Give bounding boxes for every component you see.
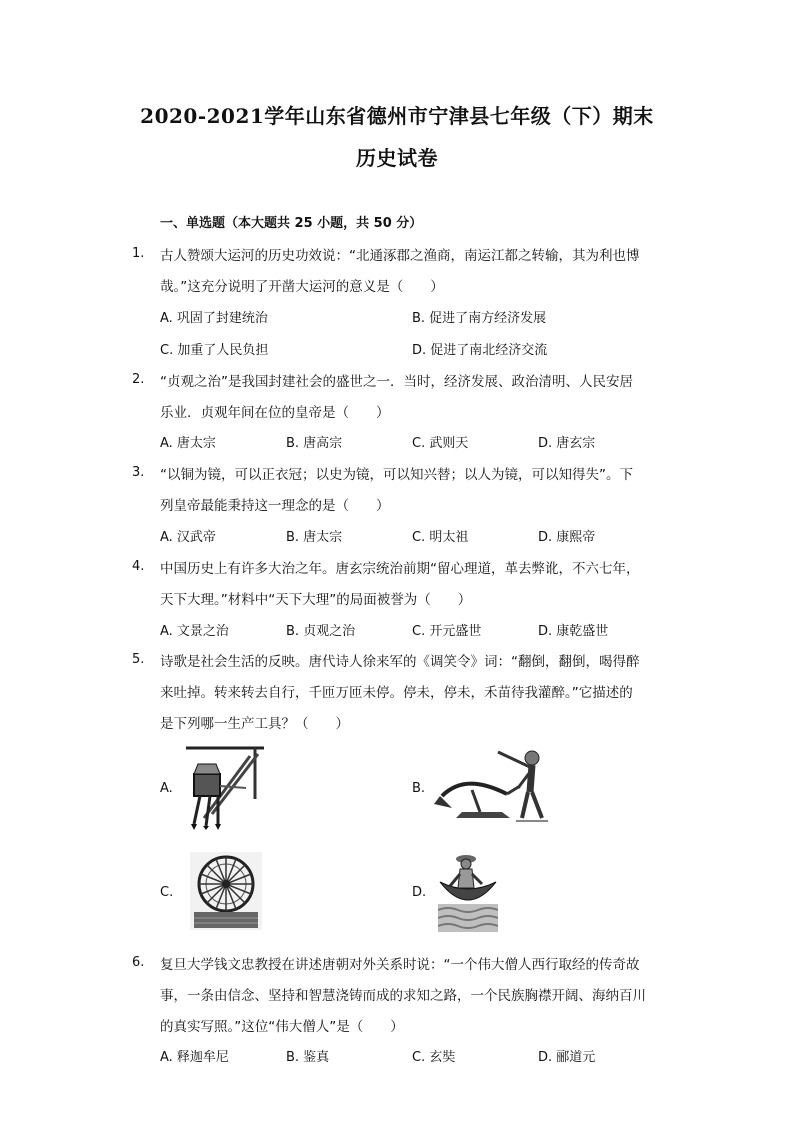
option-a[interactable]: A. 释迦牟尼	[160, 1050, 229, 1065]
option-b[interactable]: B. 鉴真	[286, 1050, 330, 1065]
question-text-line: 乐业．贞观年间在位的皇帝是（ ）	[160, 405, 390, 421]
option-d[interactable]: D. 唐玄宗	[538, 436, 596, 451]
question-text-line: 古人赞颂大运河的历史功效说：“北通涿郡之渔商，南运江都之转输，其为利也博	[160, 248, 640, 264]
question-number: 3.	[132, 465, 145, 480]
question-text-line: “以铜为镜，可以正衣冠；以史为镜，可以知兴替；以人为镜，可以知得失”。下	[160, 467, 633, 483]
question-text-line: 来吐掉。转来转去自行，千匝万匝未停。停未，停未，禾苗待我灌醉。”它描述的	[160, 685, 633, 701]
option-b[interactable]: B. 唐高宗	[286, 436, 343, 451]
water-wheel-image[interactable]	[190, 852, 262, 930]
question-number: 6.	[132, 955, 145, 970]
page-title-line1: 2020-2021学年山东省德州市宁津县七年级（下）期末	[140, 104, 654, 128]
option-c[interactable]: C. 加重了人民负担	[160, 343, 269, 358]
question-number: 2.	[132, 372, 145, 387]
seeding-plow-image[interactable]	[180, 744, 270, 830]
question-text-line: 中国历史上有许多大治之年。唐玄宗统治前期“留心理道，革去弊讹，不六七年，	[160, 561, 640, 577]
page-title-line2: 历史试卷	[356, 146, 438, 170]
option-b[interactable]: B. 唐太宗	[286, 530, 343, 545]
question-number: 1.	[132, 246, 145, 261]
question-text-line: 哉。”这充分说明了开凿大运河的意义是（ ）	[160, 279, 444, 295]
curved-plow-image[interactable]	[432, 746, 556, 826]
question-text-line: 是下列哪一生产工具？（ ）	[160, 716, 349, 732]
option-b[interactable]: B. 贞观之治	[286, 624, 356, 639]
boat-rider-image[interactable]	[438, 852, 498, 932]
option-d[interactable]: D. 促进了南北经济交流	[412, 343, 548, 358]
question-text-line: 诗歌是社会生活的反映。唐代诗人徐来军的《调笑令》词：“翻倒，翻倒，喝得醉	[160, 654, 640, 670]
option-a[interactable]: A. 汉武帝	[160, 530, 216, 545]
option-c[interactable]: C. 明太祖	[412, 530, 469, 545]
option-c[interactable]: C. 开元盛世	[412, 624, 482, 639]
option-d[interactable]: D. 郦道元	[538, 1050, 596, 1065]
option-d[interactable]: D.	[412, 885, 427, 900]
option-d[interactable]: D. 康乾盛世	[538, 624, 609, 639]
question-text-line: 的真实写照。”这位“伟大僧人”是（ ）	[160, 1019, 404, 1035]
option-c[interactable]: C. 武则天	[412, 436, 469, 451]
option-a[interactable]: A.	[160, 781, 173, 796]
option-a[interactable]: A. 巩固了封建统治	[160, 311, 268, 326]
option-a[interactable]: A. 文景之治	[160, 624, 229, 639]
question-text-line: 列皇帝最能秉持这一理念的是（ ）	[160, 498, 390, 514]
option-c[interactable]: C. 玄奘	[412, 1050, 456, 1065]
question-text-line: 事，一条由信念、坚持和智慧浇铸而成的求知之路，一个民族胸襟开阔、海纳百川	[160, 988, 646, 1004]
option-b[interactable]: B.	[412, 781, 426, 796]
question-text-line: “贞观之治”是我国封建社会的盛世之一．当时，经济发展、政治清明、人民安居	[160, 374, 633, 390]
question-number: 4.	[132, 559, 145, 574]
option-d[interactable]: D. 康熙帝	[538, 530, 596, 545]
option-b[interactable]: B. 促进了南方经济发展	[412, 311, 547, 326]
option-c[interactable]: C.	[160, 885, 174, 900]
section-heading: 一、单选题（本大题共 25 小题，共 50 分）	[160, 216, 423, 231]
option-a[interactable]: A. 唐太宗	[160, 436, 216, 451]
question-text-line: 天下大理。”材料中“天下大理”的局面被誉为（ ）	[160, 592, 472, 608]
question-text-line: 复旦大学钱文忠教授在讲述唐朝对外关系时说：“一个伟大僧人西行取经的传奇故	[160, 957, 640, 973]
question-number: 5.	[132, 652, 145, 667]
